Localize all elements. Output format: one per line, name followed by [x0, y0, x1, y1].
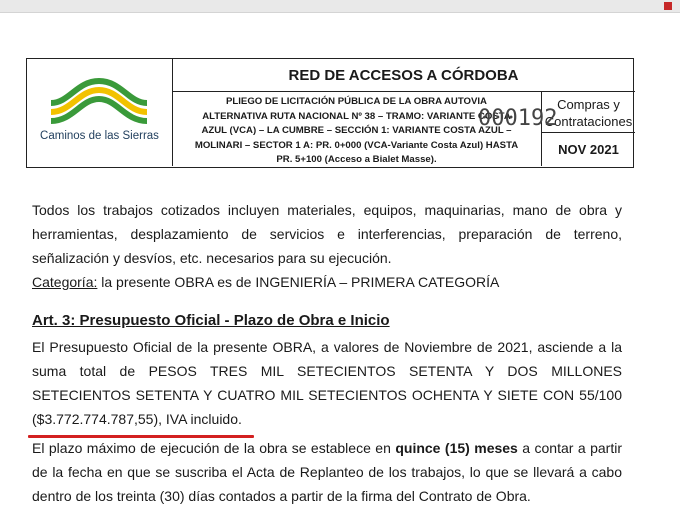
- categoria-line: [32, 270, 622, 294]
- department-line: Compras y: [557, 97, 620, 112]
- text-line: [32, 436, 622, 460]
- term-text: a contar a partir: [517, 440, 623, 456]
- text-line: Todos los trabajos cotizados incluyen materiales, equipos, maquinarias, mano de obra y: [32, 202, 622, 218]
- description-line: AZUL (VCA) – LA CUMBRE – SECCIÓN 1: VARIANTE COSTA AZUL –: [201, 125, 512, 136]
- description-line: PR. 5+100 (Acceso a Bialet Masse).: [276, 154, 437, 165]
- categoria-label: Categoría:: [32, 274, 98, 290]
- page-stamp: 000192: [478, 106, 558, 131]
- categoria-text: la presente OBRA es de INGENIERÍA – PRIMERA CATEGORÍA: [97, 274, 500, 290]
- article-title: Art. 3: Presupuesto Oficial - Plazo de Obra e Inicio: [32, 312, 390, 329]
- header-title: RED DE ACCESOS A CÓRDOBA: [172, 59, 635, 92]
- caminos-logo-icon: [49, 73, 149, 129]
- text-line: SETECIENTOS SETENTA Y CUATRO MIL SETECIENTOS OCHENTA Y SIETE CON 55/100: [32, 387, 622, 403]
- description-line: ALTERNATIVA RUTA NACIONAL Nº 38 – TRAMO: VARIANTE COSTA: [202, 110, 511, 122]
- text-line: El Presupuesto Oficial de la presente OBRA, a valores de Noviembre de 2021, asciende a la: [32, 339, 622, 355]
- text-line: de la fecha en que se suscriba el Acta de Replanteo de los trabajos, lo que se llevará a cabo: [32, 464, 622, 480]
- text-line: dentro de los treinta (30) días contados a partir de la firma del Contrato de Obra.: [32, 488, 531, 504]
- paragraph-works: [32, 198, 622, 294]
- paragraph-term: [32, 436, 622, 508]
- text-line: herramientas, desplazamiento de servicios e interferencias, preparación de terreno,: [32, 226, 622, 242]
- description-line: MOLINARI – SECTOR 1 A: PR. 0+000 (VCA-Variante Costa Azul) HASTA: [194, 139, 519, 151]
- text-line: ($3.772.774.787,55), IVA incluido.: [32, 411, 242, 427]
- term-text: El plazo máximo de ejecución de la obra se establece en: [32, 440, 396, 456]
- description-line: PLIEGO DE LICITACIÓN PÚBLICA DE LA OBRA AUTOVIA: [226, 96, 487, 107]
- paragraph-budget: [32, 335, 622, 431]
- text-line: señalización y desvíos, etc. necesarios para su ejecución.: [32, 250, 392, 266]
- header-date: NOV 2021: [558, 142, 619, 157]
- corner-mark: [664, 2, 672, 10]
- top-strip: [0, 0, 680, 13]
- term-duration: quince (15) meses: [395, 440, 518, 456]
- logo-brand-text: Caminos de las Sierras: [40, 130, 159, 142]
- text-line: suma total de PESOS TRES MIL SETECIENTOS SETENTA Y DOS MILLONES: [32, 363, 622, 379]
- logo-cell: [27, 59, 173, 166]
- department-line: Contrataciones: [544, 114, 633, 129]
